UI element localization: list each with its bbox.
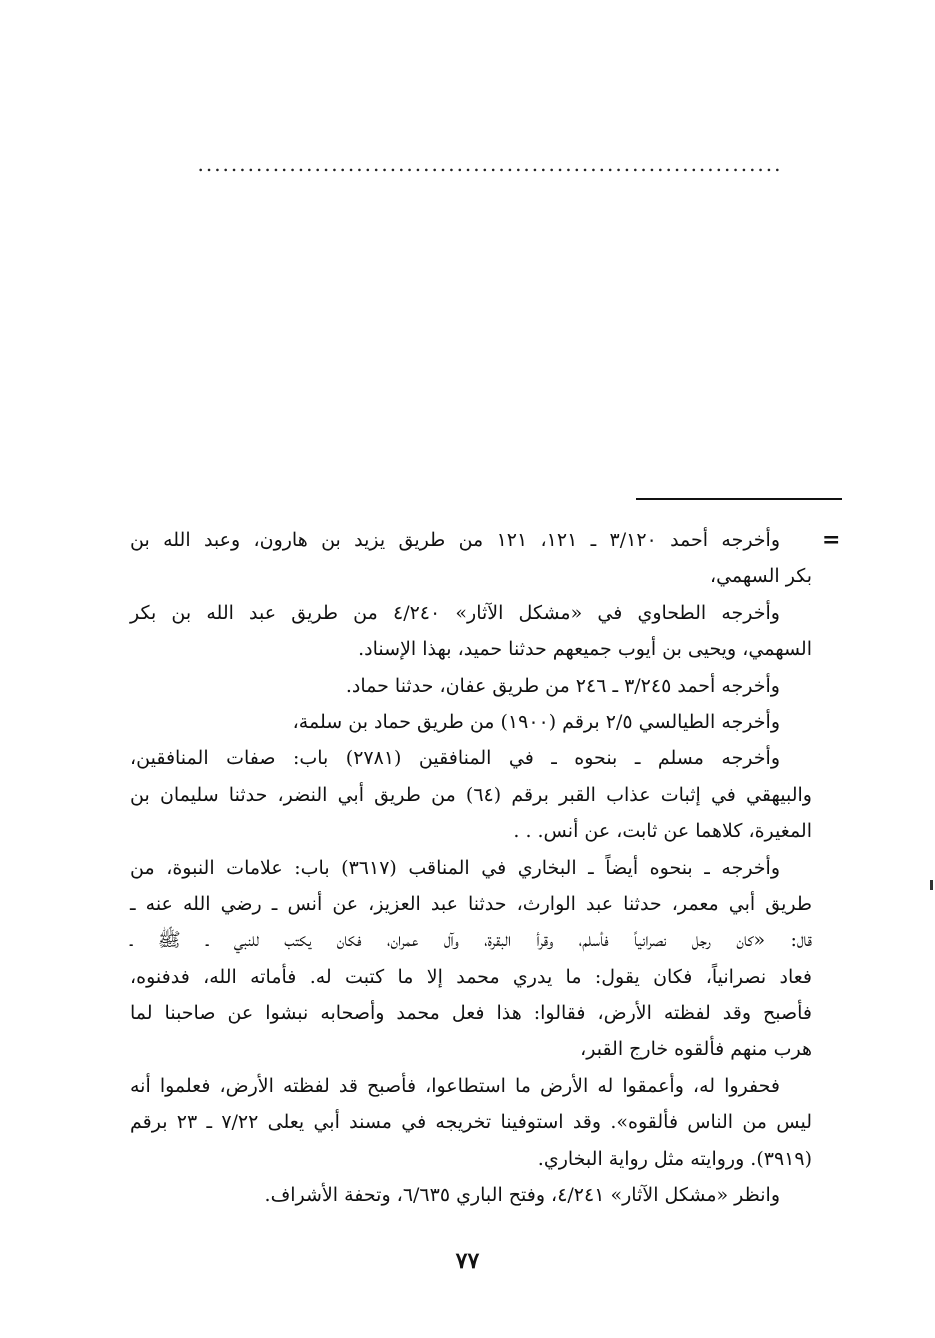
footnote-line: هرب منهم فألقوه خارج القبر، <box>580 1038 812 1061</box>
footnote-line: فعاد نصرانياً، فكان يقول: ما يدري محمد إلا ما كتبت له. فأماته الله، فدفنوه، <box>130 965 812 988</box>
footnote-line: بكر السهمي، <box>709 565 812 588</box>
dotted-separator: ...................................................................... <box>197 152 783 176</box>
footnote-line: (٣٩١٩). وروايته مثل رواية البخاري. <box>537 1147 812 1170</box>
footnote-block <box>130 522 812 1213</box>
footnote-continuation-mark: = <box>822 527 841 553</box>
footnote-line: قال: «كان رجل نصرانياً فأسلم، وقرأ البقرة، وآل عمران، فكان يكتب للنبي ـ ﷺ ـ <box>130 929 812 952</box>
footnote-line: المغيرة، كلاهما عن ثابت، عن أنس. . . <box>513 820 812 843</box>
footnote-line: وانظر «مشكل الآثار» ٤/٢٤١، وفتح الباري ٦/٦٣٥، وتحفة الأشراف. <box>264 1184 780 1207</box>
footnote-line: وأخرجه ـ بنحوه أيضاً ـ البخاري في المناقب (٣٦١٧) باب: علامات النبوة، من <box>130 856 781 879</box>
footnote-line: وأخرجه الطحاوي في «مشكل الآثار» ٤/٢٤٠ من طريق عبد الله بن بكر <box>130 601 780 624</box>
footnote-line: والبيهقي في إثبات عذاب القبر برقم (٦٤) من طريق أبي النضر، حدثنا سليمان بن <box>130 783 812 806</box>
margin-mark <box>930 880 933 890</box>
footnote-line: طريق أبي معمر، حدثنا عبد الوارث، حدثنا عبد العزيز، عن أنس ـ رضي الله عنه ـ <box>130 892 812 915</box>
footnote-line: ليس من الناس فألقوه». وقد استوفينا تخريجه في مسند أبي يعلى ٧/٢٢ ـ ٢٣ برقم <box>130 1111 813 1134</box>
footnote-line: السهمي، ويحيى بن أيوب جميعهم حدثنا حميد، بهذا الإسناد. <box>358 638 812 661</box>
footnote-line: وأخرجه أحمد ٣/١٢٠ ـ ١٢١، ١٢١ من طريق يزيد بن هارون، وعبد الله بن <box>130 529 781 551</box>
footnote-line: فأصبح وقد لفظته الأرض، فقالوا: هذا فعل محمد وأصحابه نبشوا عن صاحبنا لما <box>130 1002 812 1025</box>
footnote-line: فحفروا له، وأعمقوا له الأرض ما استطاعوا، فأصبح قد لفظته الأرض، فعلموا أنه <box>130 1074 780 1097</box>
footnote-line: وأخرجه مسلم ـ بنحوه ـ في المنافقين (٢٧٨١) باب: صفات المنافقين، <box>130 747 780 770</box>
footnote-line: وأخرجه الطيالسي ٢/٥ برقم (١٩٠٠) من طريق حماد بن سلمة، <box>292 710 780 733</box>
footnote-line: وأخرجه أحمد ٣/٢٤٥ ـ ٢٤٦ من طريق عفان، حدثنا حماد. <box>345 674 780 697</box>
footnote-rule <box>636 498 842 500</box>
page-number: ٧٧ <box>455 1248 480 1274</box>
